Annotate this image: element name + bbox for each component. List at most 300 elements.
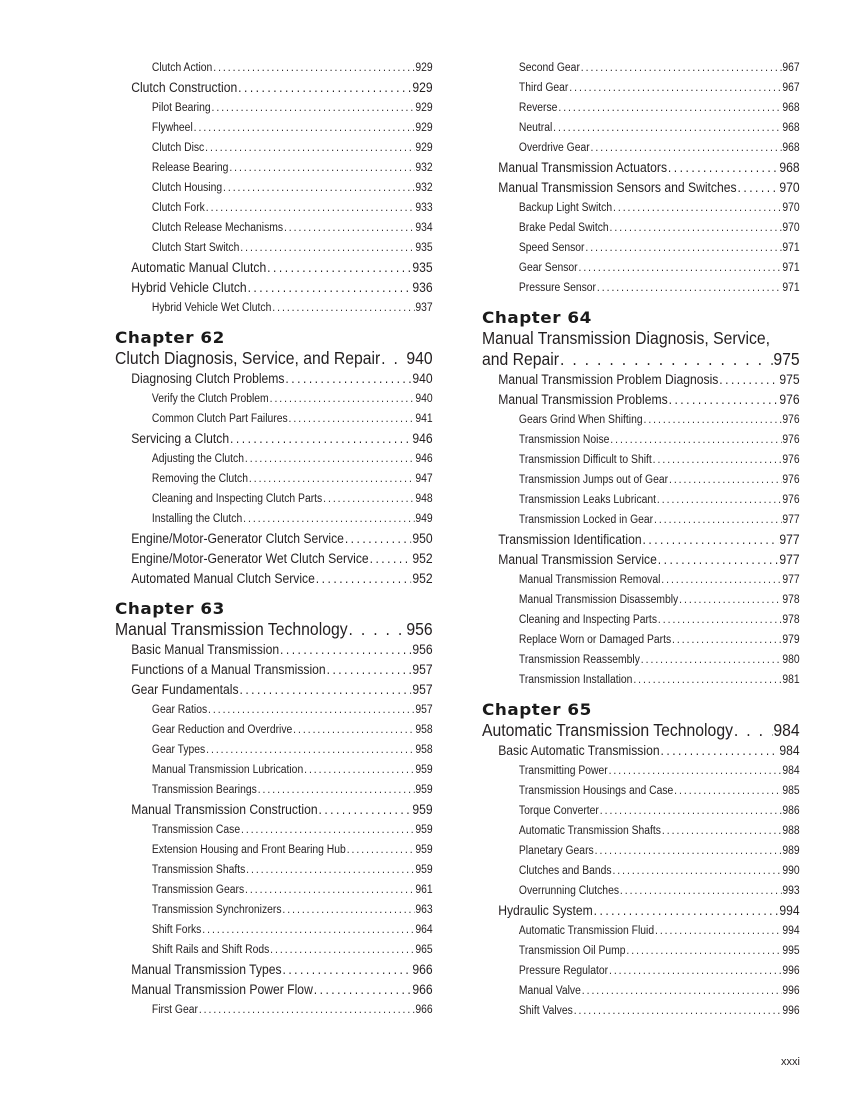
entry-title: Basic Automatic Transmission: [498, 743, 660, 758]
entry-page-number: 941: [415, 413, 433, 425]
dot-leader: [249, 469, 415, 489]
dot-leader: [653, 450, 782, 470]
dot-leader: [672, 630, 781, 650]
entry-page-number: 957: [415, 704, 433, 716]
toc-subsection-entry[interactable]: [115, 900, 433, 920]
dot-leader: [612, 861, 781, 881]
toc-section-entry[interactable]: [115, 680, 433, 700]
toc-subsection-entry[interactable]: [115, 509, 433, 529]
entry-title: Automatic Transmission Fluid: [518, 925, 655, 937]
toc-subsection-entry[interactable]: [482, 218, 800, 238]
entry-page-number: 975: [773, 349, 800, 369]
toc-subsection-entry[interactable]: [482, 941, 800, 961]
dot-leader: [280, 640, 411, 660]
entry-page-number: 977: [779, 532, 800, 547]
toc-section-entry[interactable]: [482, 550, 800, 570]
toc-subsection-entry[interactable]: [482, 921, 800, 941]
toc-section-entry[interactable]: [482, 390, 800, 410]
entry-title: Manual Transmission Removal: [518, 574, 661, 586]
entry-title: Common Clutch Part Failures: [151, 413, 288, 425]
entry-page-number: 976: [782, 474, 800, 486]
entry-title: Hybrid Vehicle Clutch: [131, 280, 247, 295]
entry-page-number: 980: [782, 654, 800, 666]
toc-subsection-entry[interactable]: [482, 238, 800, 258]
toc-subsection-entry[interactable]: [115, 760, 433, 780]
dot-leader: [270, 940, 414, 960]
dot-leader: [213, 58, 414, 78]
dot-leader: [642, 530, 778, 550]
entry-page-number: 976: [782, 494, 800, 506]
toc-subsection-entry[interactable]: [482, 58, 800, 78]
toc-section-entry[interactable]: [482, 370, 800, 390]
entry-title: Servicing a Clutch: [131, 431, 230, 446]
entry-title: Transmission Difficult to Shift: [518, 454, 652, 466]
toc-subsection-entry[interactable]: [482, 590, 800, 610]
entry-page-number: 994: [779, 903, 800, 918]
dot-leader: [578, 258, 781, 278]
dot-leader: [679, 590, 781, 610]
toc-subsection-entry[interactable]: [482, 670, 800, 690]
entry-page-number: 959: [415, 824, 433, 836]
toc-subsection-entry[interactable]: [482, 470, 800, 490]
toc-subsection-entry[interactable]: [115, 860, 433, 880]
entry-title: Pilot Bearing: [151, 102, 211, 114]
entry-title: Gear Sensor: [518, 262, 578, 274]
entry-title: Verify the Clutch Problem: [151, 393, 269, 405]
toc-column-left: [115, 58, 433, 1020]
entry-page-number: 967: [782, 62, 800, 74]
entry-title: Manual Transmission Problem Diagnosis: [498, 372, 719, 387]
entry-page-number: 977: [782, 514, 800, 526]
toc-subsection-entry[interactable]: [482, 430, 800, 450]
toc-subsection-entry[interactable]: [115, 880, 433, 900]
entry-title: and Repair: [482, 349, 560, 369]
toc-section-entry[interactable]: [115, 800, 433, 820]
toc-subsection-entry[interactable]: [482, 761, 800, 781]
entry-title: Clutch Release Mechanisms: [151, 222, 284, 234]
toc-subsection-entry[interactable]: [482, 861, 800, 881]
entry-page-number: 934: [415, 222, 433, 234]
dot-leader: [734, 720, 773, 741]
entry-page-number: 970: [782, 202, 800, 214]
dot-leader: [370, 549, 412, 569]
entry-title: Clutch Action: [151, 62, 213, 74]
dot-leader: [669, 470, 782, 490]
entry-title: Manual Transmission Actuators: [498, 160, 668, 175]
dot-leader: [661, 570, 781, 590]
toc-subsection-entry[interactable]: [482, 650, 800, 670]
chapter-title-line: Manual Transmission Diagnosis, Service,: [482, 328, 770, 348]
entry-title: Extension Housing and Front Bearing Hub: [151, 844, 346, 856]
entry-page-number: 952: [412, 571, 433, 586]
entry-title: Transmission Case: [151, 824, 241, 836]
toc-section-entry[interactable]: [482, 901, 800, 921]
dot-leader: [597, 278, 782, 298]
toc-subsection-entry[interactable]: [482, 198, 800, 218]
toc-section-entry[interactable]: [115, 549, 433, 569]
entry-page-number: 976: [782, 414, 800, 426]
chapter-title-entry[interactable]: [115, 619, 433, 640]
toc-subsection-entry[interactable]: [482, 78, 800, 98]
entry-page-number: 959: [415, 764, 433, 776]
entry-title: Transmission Reassembly: [518, 654, 640, 666]
toc-section-entry[interactable]: [115, 429, 433, 449]
toc-subsection-entry[interactable]: [482, 1001, 800, 1021]
entry-page-number: 947: [415, 473, 433, 485]
toc-column-right: [482, 58, 800, 1021]
toc-subsection-entry[interactable]: [482, 98, 800, 118]
dot-leader: [316, 569, 412, 589]
dot-leader: [206, 740, 414, 760]
entry-page-number: 958: [415, 744, 433, 756]
entry-title: Clutch Fork: [151, 202, 205, 214]
entry-title: Manual Transmission Power Flow: [131, 982, 313, 997]
toc-subsection-entry[interactable]: [482, 278, 800, 298]
dot-leader: [304, 760, 414, 780]
chapter-title-entry[interactable]: [482, 720, 800, 741]
dot-leader: [662, 821, 782, 841]
entry-title: Clutch Housing: [151, 182, 223, 194]
toc-subsection-entry[interactable]: [115, 449, 433, 469]
toc-section-entry[interactable]: [115, 960, 433, 980]
dot-leader: [246, 860, 414, 880]
toc-subsection-entry[interactable]: [115, 469, 433, 489]
toc-subsection-entry[interactable]: [482, 610, 800, 630]
entry-title: Shift Valves: [518, 1005, 573, 1017]
entry-title: Clutch Construction: [131, 80, 238, 95]
dot-leader: [208, 700, 414, 720]
toc-subsection-entry[interactable]: [115, 58, 433, 78]
entry-title: Overrunning Clutches: [518, 885, 620, 897]
entry-page-number: 957: [412, 682, 433, 697]
toc-subsection-entry[interactable]: [115, 389, 433, 409]
entry-title: Shift Rails and Shift Rods: [151, 944, 270, 956]
entry-title: Neutral: [518, 122, 553, 134]
entry-title: Manual Transmission Types: [131, 962, 282, 977]
entry-title: Third Gear: [518, 82, 569, 94]
entry-title: Backup Light Switch: [518, 202, 613, 214]
dot-leader: [600, 801, 782, 821]
entry-title: Transmission Gears: [151, 884, 245, 896]
entry-title: Planetary Gears: [518, 845, 594, 857]
toc-subsection-entry[interactable]: [115, 720, 433, 740]
toc-subsection-entry[interactable]: [115, 820, 433, 840]
entry-page-number: 977: [779, 552, 800, 567]
entry-page-number: 970: [779, 180, 800, 195]
toc-subsection-entry[interactable]: [482, 258, 800, 278]
page-number: xxxi: [781, 1056, 800, 1068]
dot-leader: [223, 178, 415, 198]
dot-leader: [610, 218, 782, 238]
entry-page-number: 929: [415, 142, 433, 154]
entry-page-number: 933: [415, 202, 433, 214]
dot-leader: [582, 981, 782, 1001]
dot-leader: [668, 158, 779, 178]
entry-title: Removing the Clutch: [151, 473, 248, 485]
entry-page-number: 940: [415, 393, 433, 405]
toc-subsection-entry[interactable]: [115, 920, 433, 940]
dot-leader: [591, 138, 782, 158]
dot-leader: [211, 98, 414, 118]
toc-subsection-entry[interactable]: [482, 781, 800, 801]
dot-leader: [626, 941, 781, 961]
entry-page-number: 932: [415, 162, 433, 174]
entry-page-number: 940: [406, 348, 433, 368]
toc-subsection-entry[interactable]: [482, 801, 800, 821]
toc-subsection-entry[interactable]: [115, 138, 433, 158]
entry-page-number: 952: [412, 551, 433, 566]
entry-title: Second Gear: [518, 62, 580, 74]
dot-leader: [595, 841, 782, 861]
chapter-label: Chapter 62: [115, 328, 225, 347]
entry-page-number: 929: [415, 62, 433, 74]
toc-section-entry[interactable]: [115, 78, 433, 98]
entry-title: Automatic Manual Clutch: [131, 260, 267, 275]
toc-subsection-entry[interactable]: [115, 218, 433, 238]
toc-subsection-entry[interactable]: [482, 490, 800, 510]
toc-subsection-entry[interactable]: [482, 981, 800, 1001]
toc-subsection-entry[interactable]: [115, 409, 433, 429]
entry-page-number: 929: [415, 122, 433, 134]
chapter-label: Chapter 63: [115, 599, 225, 618]
entry-page-number: 963: [415, 904, 433, 916]
dot-leader: [258, 780, 415, 800]
entry-title: Transmission Synchronizers: [151, 904, 282, 916]
entry-title: Transmission Identification: [498, 532, 642, 547]
entry-title: Manual Valve: [518, 985, 581, 997]
entry-page-number: 996: [782, 965, 800, 977]
entry-page-number: 956: [406, 619, 433, 639]
toc-subsection-entry[interactable]: [482, 570, 800, 590]
dot-leader: [240, 238, 414, 258]
entry-page-number: 961: [415, 884, 433, 896]
entry-title: Torque Converter: [518, 805, 599, 817]
entry-page-number: 995: [782, 945, 800, 957]
entry-title: Reverse: [518, 102, 558, 114]
entry-page-number: 984: [779, 743, 800, 758]
entry-title: Manual Transmission Service: [498, 552, 657, 567]
dot-leader: [284, 218, 415, 238]
entry-page-number: 984: [773, 720, 800, 740]
dot-leader: [345, 529, 412, 549]
entry-page-number: 971: [782, 262, 800, 274]
entry-title: Clutch Disc: [151, 142, 205, 154]
toc-subsection-entry[interactable]: [482, 630, 800, 650]
toc-section-entry[interactable]: [482, 530, 800, 550]
entry-title: First Gear: [151, 1004, 198, 1016]
entry-title: Transmission Noise: [518, 434, 610, 446]
entry-page-number: 957: [412, 662, 433, 677]
toc-subsection-entry[interactable]: [482, 961, 800, 981]
entry-title: Gear Ratios: [151, 704, 208, 716]
entry-page-number: 978: [782, 594, 800, 606]
toc-section-entry[interactable]: [115, 640, 433, 660]
toc-subsection-entry[interactable]: [482, 450, 800, 470]
entry-title: Gears Grind When Shifting: [518, 414, 643, 426]
entry-page-number: 959: [412, 802, 433, 817]
toc-section-entry[interactable]: [115, 569, 433, 589]
entry-title: Engine/Motor-Generator Wet Clutch Service: [131, 551, 369, 566]
dot-leader: [206, 198, 415, 218]
entry-page-number: 985: [782, 785, 800, 797]
entry-page-number: 932: [415, 182, 433, 194]
dot-leader: [230, 429, 411, 449]
entry-page-number: 950: [412, 531, 433, 546]
entry-page-number: 936: [412, 280, 433, 295]
dot-leader: [594, 901, 779, 921]
dot-leader: [657, 490, 782, 510]
entry-title: Transmitting Power: [518, 765, 608, 777]
entry-title: Manual Transmission Sensors and Switches: [498, 180, 737, 195]
chapter-title-entry[interactable]: [482, 349, 800, 370]
dot-leader: [241, 820, 415, 840]
entry-title: Overdrive Gear: [518, 142, 590, 154]
dot-leader: [282, 960, 411, 980]
entry-page-number: 996: [782, 985, 800, 997]
dot-leader: [669, 390, 779, 410]
dot-leader: [654, 510, 781, 530]
dot-leader: [267, 258, 411, 278]
entry-page-number: 976: [782, 454, 800, 466]
toc-section-entry[interactable]: [115, 278, 433, 298]
dot-leader: [285, 369, 411, 389]
entry-title: Diagnosing Clutch Problems: [131, 371, 285, 386]
entry-page-number: 978: [782, 614, 800, 626]
toc-subsection-entry[interactable]: [115, 178, 433, 198]
toc-subsection-entry[interactable]: [115, 940, 433, 960]
toc-subsection-entry[interactable]: [115, 840, 433, 860]
entry-page-number: 948: [415, 493, 433, 505]
dot-leader: [270, 389, 415, 409]
entry-page-number: 986: [782, 805, 800, 817]
toc-subsection-entry[interactable]: [482, 881, 800, 901]
entry-page-number: 966: [412, 982, 433, 997]
entry-page-number: 968: [779, 160, 800, 175]
dot-leader: [282, 900, 414, 920]
dot-leader: [581, 58, 782, 78]
toc-subsection-entry[interactable]: [115, 740, 433, 760]
entry-page-number: 946: [412, 431, 433, 446]
toc-subsection-entry[interactable]: [482, 841, 800, 861]
entry-page-number: 965: [415, 944, 433, 956]
dot-leader: [348, 619, 405, 640]
entry-page-number: 935: [415, 242, 433, 254]
dot-leader: [658, 610, 782, 630]
toc-subsection-entry[interactable]: [115, 1000, 433, 1020]
dot-leader: [609, 761, 782, 781]
dot-leader: [574, 1001, 782, 1021]
dot-leader: [569, 78, 781, 98]
entry-title: Manual Transmission Problems: [498, 392, 668, 407]
dot-leader: [199, 1000, 415, 1020]
entry-title: Automatic Transmission Shafts: [518, 825, 661, 837]
toc-subsection-entry[interactable]: [115, 298, 433, 318]
chapter-label: Chapter 64: [482, 308, 592, 327]
entry-page-number: 971: [782, 242, 800, 254]
entry-page-number: 959: [415, 784, 433, 796]
entry-title: Engine/Motor-Generator Clutch Service: [131, 531, 344, 546]
entry-title: Gear Reduction and Overdrive: [151, 724, 293, 736]
entry-title: Shift Forks: [151, 924, 202, 936]
toc-subsection-entry[interactable]: [482, 510, 800, 530]
entry-page-number: 937: [415, 302, 433, 314]
entry-page-number: 958: [415, 724, 433, 736]
chapter-label: Chapter 65: [482, 700, 592, 719]
dot-leader: [643, 410, 781, 430]
entry-page-number: 988: [782, 825, 800, 837]
dot-leader: [245, 449, 415, 469]
entry-page-number: 994: [782, 925, 800, 937]
entry-title: Transmission Shafts: [151, 864, 246, 876]
toc-section-entry[interactable]: [115, 258, 433, 278]
entry-title: Replace Worn or Damaged Parts: [518, 634, 672, 646]
entry-page-number: 967: [782, 82, 800, 94]
dot-leader: [239, 680, 411, 700]
entry-page-number: 959: [415, 844, 433, 856]
entry-page-number: 996: [782, 1005, 800, 1017]
dot-leader: [609, 961, 782, 981]
dot-leader: [272, 298, 414, 318]
toc-section-entry[interactable]: [115, 980, 433, 1000]
toc-subsection-entry[interactable]: [115, 98, 433, 118]
toc-subsection-entry[interactable]: [115, 700, 433, 720]
entry-page-number: 949: [415, 513, 433, 525]
dot-leader: [202, 920, 414, 940]
entry-title: Manual Transmission Technology: [115, 619, 348, 639]
toc-section-entry[interactable]: [482, 741, 800, 761]
entry-title: Automatic Transmission Technology: [482, 720, 733, 740]
entry-page-number: 929: [415, 102, 433, 114]
entry-page-number: 940: [412, 371, 433, 386]
dot-leader: [655, 921, 782, 941]
toc-section-entry[interactable]: [115, 369, 433, 389]
entry-title: Cleaning and Inspecting Clutch Parts: [151, 493, 323, 505]
toc-subsection-entry[interactable]: [115, 198, 433, 218]
dot-leader: [194, 118, 415, 138]
dot-leader: [323, 489, 414, 509]
entry-page-number: 975: [779, 372, 800, 387]
entry-title: Gear Fundamentals: [131, 682, 239, 697]
toc-subsection-entry[interactable]: [115, 780, 433, 800]
dot-leader: [641, 650, 782, 670]
entry-page-number: 966: [412, 962, 433, 977]
toc-subsection-entry[interactable]: [482, 821, 800, 841]
dot-leader: [243, 509, 414, 529]
toc-subsection-entry[interactable]: [115, 118, 433, 138]
entry-title: Pressure Sensor: [518, 282, 596, 294]
toc-subsection-entry[interactable]: [115, 158, 433, 178]
chapter-title-entry[interactable]: [115, 348, 433, 369]
entry-page-number: 970: [782, 222, 800, 234]
entry-page-number: 971: [782, 282, 800, 294]
toc-subsection-entry[interactable]: [115, 238, 433, 258]
toc-subsection-entry[interactable]: [115, 489, 433, 509]
toc-section-entry[interactable]: [115, 660, 433, 680]
toc-subsection-entry[interactable]: [482, 118, 800, 138]
toc-section-entry[interactable]: [115, 529, 433, 549]
entry-page-number: 929: [412, 80, 433, 95]
toc-subsection-entry[interactable]: [482, 138, 800, 158]
toc-section-entry[interactable]: [482, 158, 800, 178]
entry-page-number: 979: [782, 634, 800, 646]
entry-title: Adjusting the Clutch: [151, 453, 244, 465]
entry-title: Hybrid Vehicle Wet Clutch: [151, 302, 272, 314]
toc-subsection-entry[interactable]: [482, 410, 800, 430]
entry-page-number: 968: [782, 122, 800, 134]
toc-section-entry[interactable]: [482, 178, 800, 198]
dot-leader: [347, 840, 415, 860]
entry-title: Brake Pedal Switch: [518, 222, 609, 234]
